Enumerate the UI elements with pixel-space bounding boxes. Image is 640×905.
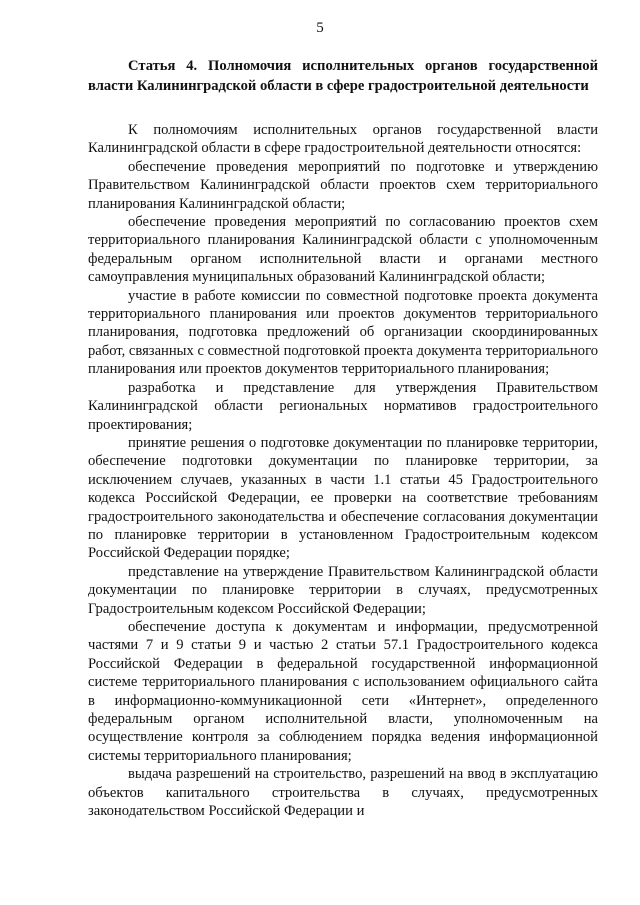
paragraph-intro: К полномочиям исполнительных органов государственной власти Калининградской области в сфере градостроительной деятельности относятся: xyxy=(88,122,598,157)
paragraph-item: выдача разрешений на строительство, разрешений на ввод в эксплуатацию объектов капитального строительства в случаях, предусмотренных законодательством Российской Федерации и xyxy=(88,766,598,820)
paragraph-item: обеспечение проведения мероприятий по подготовке и утверждению Правительством Калининградской области проектов схем территориального планирования Калининградской области; xyxy=(88,158,598,212)
article-body xyxy=(88,121,598,820)
paragraph-item: обеспечение проведения мероприятий по согласованию проектов схем территориального планирования Калининградской области с уполномоченным федеральным органом исполнительной власти и органами местного самоуправления муниципальных образований Калининградской области; xyxy=(88,214,598,286)
article-heading: Статья 4. Полномочия исполнительных органов государственной власти Калининградской области в сфере градостроительной деятельности xyxy=(88,58,598,94)
paragraph-item: разработка и представление для утверждения Правительством Калининградской области региональных нормативов градостроительного проектирования; xyxy=(88,379,598,433)
paragraph-item: обеспечение доступа к документам и информации, предусмотренной частями 7 и 9 статьи 9 и частью 2 статьи 57.1 Градостроительного кодекса Российской Федерации в федеральной государственной информационной системе территориального планирования с использованием официального сайта в информационно-коммуникационной сети «Интернет», определенного федеральным органом исполнительной власти, уполномоченным на осуществление контроля за соблюдением порядка ведения информационной системы территориального планирования; xyxy=(88,618,598,764)
paragraph-item: принятие решения о подготовке документации по планировке территории, обеспечение подготовки документации по планировке территории, за исключением случаев, указанных в части 1.1 статьи 45 Градостроительного кодекса Российской Федерации, ее проверки на соответствие требованиям градостроительного законодательства и обеспечение согласования документации по планировке территории в установленном Градостроительным кодексом Российской Федерации порядке; xyxy=(88,434,598,562)
paragraph-item: представление на утверждение Правительством Калининградской области документации по планировке территории в случаях, предусмотренных Градостроительным кодексом Российской Федерации; xyxy=(88,563,598,617)
paragraph-item: участие в работе комиссии по совместной подготовке проекта документа территориального планирования или проектов документов территориального планирования, подготовка предложений об организации скоординированных работ, связанных с совместной подготовкой проекта документа территориального планирования или проектов документов территориального планирования; xyxy=(88,287,598,378)
page-number: 5 xyxy=(316,20,324,36)
